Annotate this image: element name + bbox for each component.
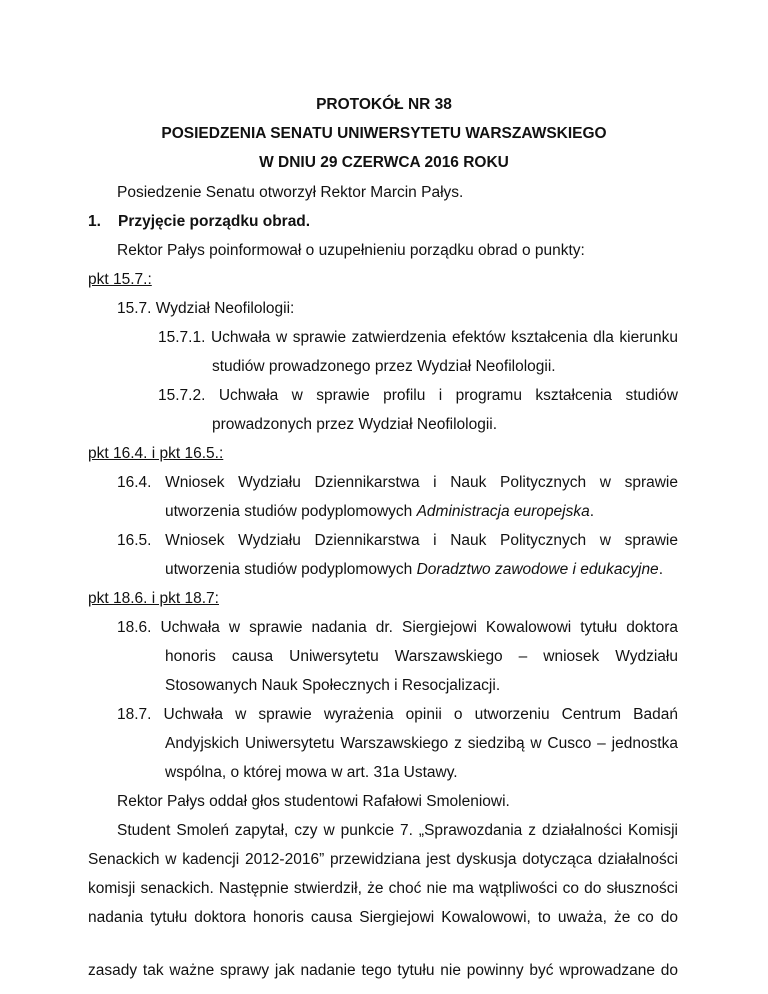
item-16-5-cont — [165, 560, 663, 580]
section-number: 1. — [88, 213, 101, 230]
pkt-heading-2: pkt 16.4. i pkt 16.5.: — [88, 445, 224, 462]
question-line-3: komisji senackich. Następnie stwierdził, że choć nie ma wątpliwości co do słuszności — [88, 880, 678, 897]
section-title: Przyjęcie porządku obrad. — [118, 213, 311, 230]
protocol-title: PROTOKÓŁ NR 38 — [316, 96, 452, 113]
protocol-date: W DNIU 29 CZERWCA 2016 ROKU — [259, 154, 509, 171]
item-18-6-cont-2: Stosowanych Nauk Społecznych i Resocjalizacji. — [165, 677, 501, 694]
opening-paragraph: Posiedzenie Senatu otworzył Rektor Marcin Pałys. — [117, 184, 464, 201]
section-1-heading — [88, 212, 310, 232]
item-18-7: 18.7. Uchwała w sprawie wyrażenia opinii o utworzeniu Centrum Badań — [117, 706, 678, 723]
question-line-5: zasady tak ważne sprawy jak nadanie tego tytułu nie powinny być wprowadzane do — [88, 962, 678, 979]
item-15-7-2: 15.7.2. Uchwała w sprawie profilu i programu kształcenia studiów — [158, 387, 678, 404]
program-name: Administracja europejska — [416, 503, 590, 520]
text-run: . — [589, 503, 595, 520]
inform-paragraph: Rektor Pałys poinformował o uzupełnieniu porządku obrad o punkty: — [117, 242, 585, 259]
question-line-1: Student Smoleń zapytał, czy w punkcie 7. „Sprawozdania z działalności Komisji — [117, 822, 678, 839]
item-16-4: 16.4. Wniosek Wydziału Dziennikarstwa i Nauk Politycznych w sprawie — [117, 474, 678, 491]
item-15-7-1: 15.7.1. Uchwała w sprawie zatwierdzenia efektów kształcenia dla kierunku — [158, 329, 678, 346]
item-18-7-cont-2: wspólna, o której mowa w art. 31a Ustawy. — [165, 764, 458, 781]
item-16-5: 16.5. Wniosek Wydziału Dziennikarstwa i Nauk Politycznych w sprawie — [117, 532, 678, 549]
pkt-heading-3: pkt 18.6. i pkt 18.7: — [88, 590, 219, 607]
question-line-4: nadania tytułu doktora honoris causa Siergiejowi Kowalowowi, to uważa, że co do — [88, 909, 678, 926]
protocol-subtitle: POSIEDZENIA SENATU UNIWERSYTETU WARSZAWSKIEGO — [161, 125, 607, 142]
item-15-7: 15.7. Wydział Neofilologii: — [117, 300, 295, 317]
item-15-7-1-cont: studiów prowadzonego przez Wydział Neofilologii. — [212, 358, 556, 375]
text-run: utworzenia studiów podyplomowych — [165, 561, 417, 578]
item-18-6: 18.6. Uchwała w sprawie nadania dr. Siergiejowi Kowalowowi tytułu doktora — [117, 619, 678, 636]
item-16-4-cont — [165, 502, 594, 522]
pkt-heading-1: pkt 15.7.: — [88, 271, 152, 288]
program-name: Doradztwo zawodowe i edukacyjne — [416, 561, 659, 578]
item-18-6-cont: honoris causa Uniwersytetu Warszawskiego – wniosek Wydziału — [165, 648, 678, 665]
item-18-7-cont: Andyjskich Uniwersytetu Warszawskiego z siedzibą w Cusco – jednostka — [165, 735, 678, 752]
voice-paragraph: Rektor Pałys oddał głos studentowi Rafałowi Smoleniowi. — [117, 793, 510, 810]
text-run: . — [658, 561, 663, 578]
text-run: utworzenia studiów podyplomowych — [165, 503, 417, 520]
question-line-2: Senackich w kadencji 2012-2016” przewidziana jest dyskusja dotycząca działalności — [88, 851, 678, 868]
item-15-7-2-cont: prowadzonych przez Wydział Neofilologii. — [212, 416, 498, 433]
